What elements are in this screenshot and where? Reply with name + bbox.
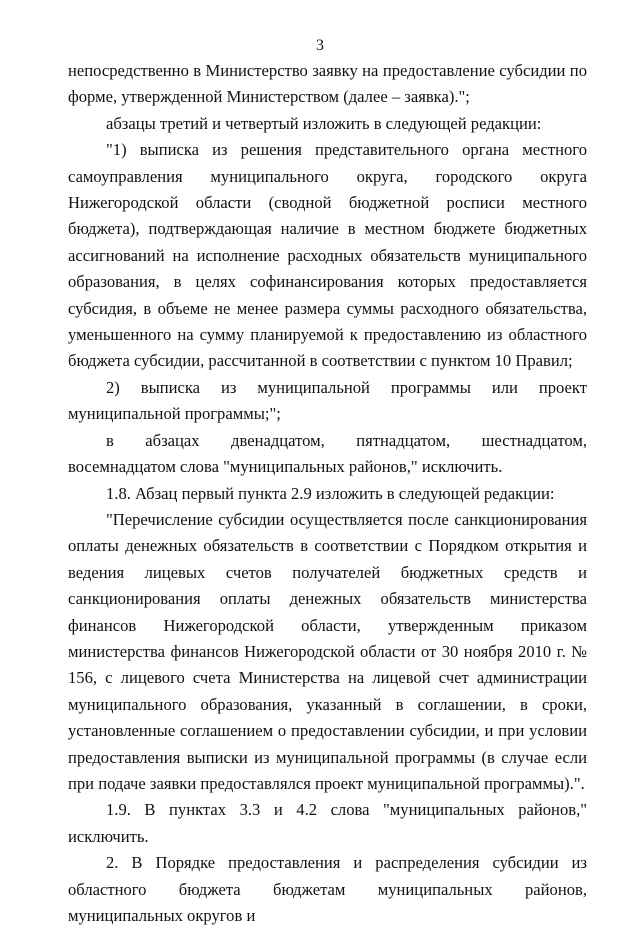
paragraph-transfer: "Перечисление субсидии осуществляется после санкционирования оплаты денежных обязательств в соответствии с Порядком открытия и ведения лицевых счетов получателей бюджетных средств и санкционирования оплаты денежных обязательств министерства финансов Нижегородской области, утвержденным приказом министерства финансов Нижегородской области от 30 ноября 2010 г. № 156, с лицевого счета Министерства на лицевой счет администрации муниципального образования, указанный в соглашении, в сроки, установленные соглашением о предоставлении субсидии, и при условии предоставления выписки из муниципальной программы (в случае если при подаче заявки предоставлялся проект муниципальной программы).". <box>68 509 587 793</box>
page-number: 3 <box>316 37 324 54</box>
paragraph-2: 2. В Порядке предоставления и распределения субсидии из областного бюджета бюджетам муниципальных районов, муниципальных округов и <box>68 853 587 925</box>
paragraph-1-9: 1.9. В пунктах 3.3 и 4.2 слова "муниципальных районов," исключить. <box>68 800 587 846</box>
paragraph-1-8: 1.8. Абзац первый пункта 2.9 изложить в следующей редакции: <box>106 483 555 503</box>
document-body <box>68 58 587 929</box>
paragraph-item-1: "1) выписка из решения представительного органа местного самоуправления муниципального округа, городского округа Нижегородской области (сводной бюджетной росписи местного бюджета), подтверждающая наличие в местном бюджете бюджетных ассигнований на исполнение расходных обязательств муниципального образования, в целях софинансирования которых предоставляется субсидия, в объеме не менее размера суммы расходного обязательства, уменьшенного на сумму планируемой к предоставлению из областного бюджета субсидии, рассчитанной в соответствии с пунктом 10 Правил; <box>68 140 587 371</box>
paragraph-exclusion: в абзацах двенадцатом, пятнадцатом, шестнадцатом, восемнадцатом слова "муниципальных районов," исключить. <box>68 430 587 477</box>
paragraph-amend-intro: абзацы третий и четвертый изложить в следующей редакции: <box>106 113 542 133</box>
paragraph-continuation: непосредственно в Министерство заявку на предоставление субсидии по форме, утвержденной Министерством (далее – заявка)."; <box>68 61 587 107</box>
paragraph-item-2: 2) выписка из муниципальной программы или проект муниципальной программы;"; <box>68 377 587 424</box>
